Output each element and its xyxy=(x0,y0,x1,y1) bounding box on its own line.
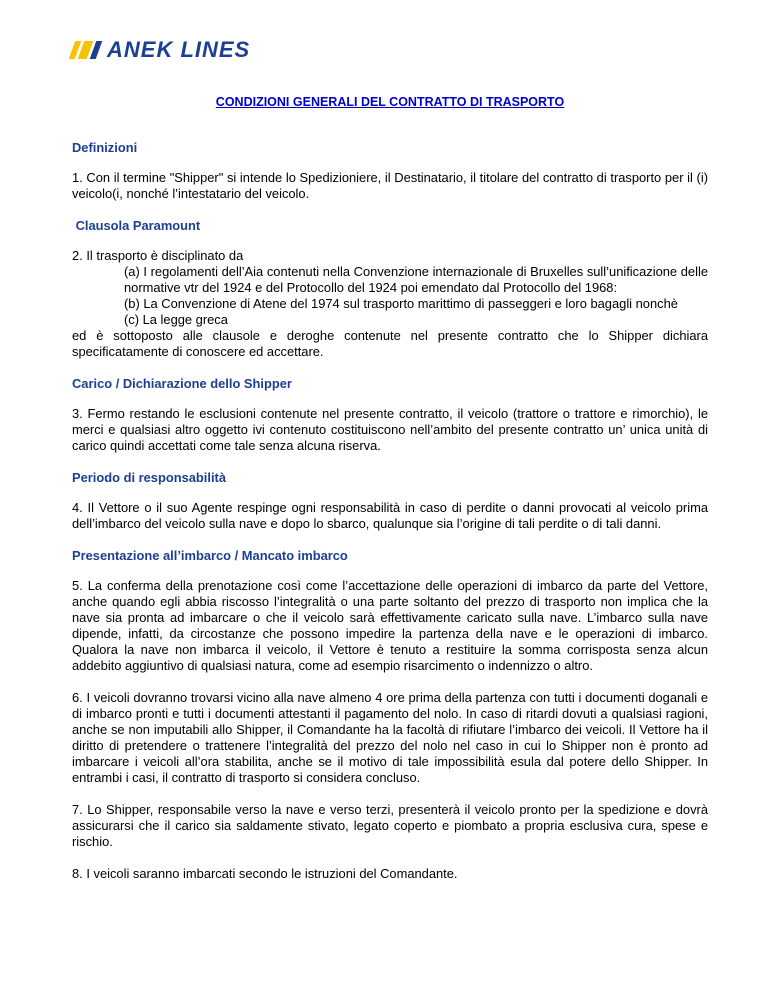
paragraph-4: 4. Il Vettore o il suo Agente respinge ogni responsabilità in caso di perdite o danni provocati al veicolo prima dell’imbarco del veicolo sulla nave e dopo lo sbarco, qualunque sia l’origine di tali perdite o di tali danni. xyxy=(72,500,708,531)
paragraph-1: 1. Con il termine "Shipper" si intende lo Spedizioniere, il Destinatario, il titolare del contratto di trasporto per il (i) veicolo(i, nonché l’intestatario del veicolo. xyxy=(72,170,708,201)
section-heading-paramount: Clausola Paramount xyxy=(72,218,201,233)
paragraph-6: 6. I veicoli dovranno trovarsi vicino alla nave almeno 4 ore prima della partenza con tutti i documenti doganali e di imbarco pronti e tutti i documenti attestanti il pagamento del nolo. In caso di ritardi dovuti a qualsiasi ragioni, anche se non imputabili allo Shipper, il Comandante ha la facoltà di rifiutare l’imbarco dei veicoli. Il Vettore ha il diritto di pretendere o trattenere l’integralità del prezzo del nolo nel caso in cui lo Shipper non è pronto ad imbarcare i veicoli all’ora stabilita, anche se il motivo di tale impossibilità esula dal potere dello Shipper. In entrambi i casi, il contratto di trasporto si considera concluso. xyxy=(72,690,708,785)
document-body xyxy=(72,94,708,898)
section-heading-periodo: Periodo di responsabilità xyxy=(72,470,227,485)
document-title: CONDIZIONI GENERALI DEL CONTRATTO DI TRASPORTO xyxy=(215,95,565,109)
paragraph-3: 3. Fermo restando le esclusioni contenute nel presente contratto, il veicolo (trattore o trattore e rimorchio), le merci e qualsiasi altro oggetto ivi contenuto costituiscono nell’ambito del presente contratto un’ unica unità di carico quindi accettati come tale senza alcuna riserva. xyxy=(72,406,708,453)
section-heading-carico: Carico / Dichiarazione dello Shipper xyxy=(72,376,292,391)
paragraph-7: 7. Lo Shipper, responsabile verso la nave e verso terzi, presenterà il veicolo pronto per la spedizione e dovrà assicurarsi che il carico sia saldamente stivato, legato coperto e piombato a propria esclusiva cura, spese e rischio. xyxy=(72,802,708,849)
section-heading-definizioni: Definizioni xyxy=(72,140,138,155)
clause-b: (b) La Convenzione di Atene del 1974 sul trasporto marittimo di passeggeri e loro bagagli nonchè xyxy=(124,296,678,311)
clause-a: (a) I regolamenti dell’Aia contenuti nella Convenzione internazionale di Bruxelles sull’unificazione delle normative vtr del 1924 e del Protocollo del 1924 poi emendato dal Protocollo del 1968: xyxy=(124,264,708,295)
logo-wordmark: ANEK LINES xyxy=(107,37,251,62)
logo-stripes-icon xyxy=(72,41,99,59)
anek-lines-logo xyxy=(72,38,250,62)
paragraph-5: 5. La conferma della prenotazione così come l’accettazione delle operazioni di imbarco da parte del Vettore, anche quando egli abbia riscosso l’integralità o una parte soltanto del prezzo di trasporto non implica che la nave sia pronta ad imbarcare o che il veicolo sarà effettivamente caricato sulla nave. L’imbarco sulla nave dipende, infatti, da circostanze che possono impedire la partenza della nave e le operazioni di imbarco. Qualora la nave non imbarca il veicolo, il Vettore è tenuto a restituire la somma corrisposta senza alcun addebito aggiuntivo di qualsiasi natura, come ad esempio risarcimento o indennizzo o altro. xyxy=(72,578,708,673)
clause-c: (c) La legge greca xyxy=(124,312,228,327)
paragraph-2: 2. Il trasporto è disciplinato da xyxy=(72,248,244,263)
paragraph-2-closing: ed è sottoposto alle clausole e deroghe contenute nel presente contratto che lo Shipper dichiara specificatamente di conoscere ed accettare. xyxy=(72,328,708,359)
section-heading-presentazione: Presentazione all’imbarco / Mancato imbarco xyxy=(72,548,348,563)
paragraph-8: 8. I veicoli saranno imbarcati secondo le istruzioni del Comandante. xyxy=(72,866,458,881)
